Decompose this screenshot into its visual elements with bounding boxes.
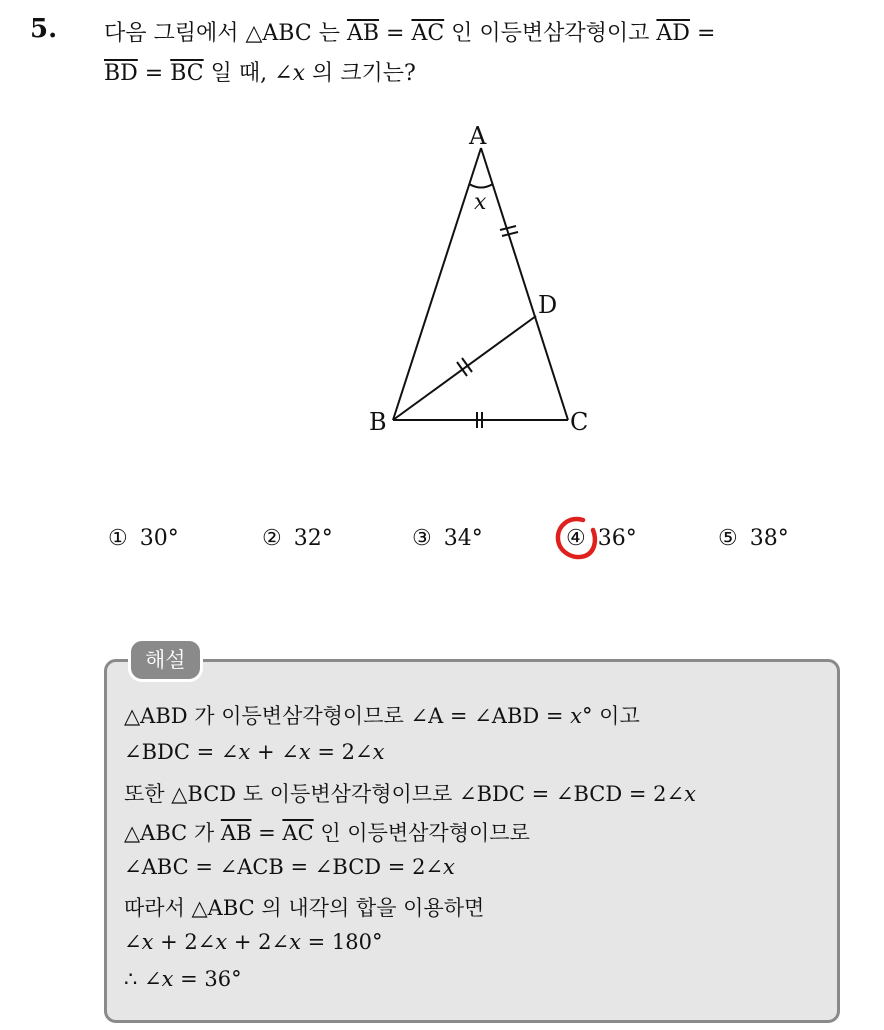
question-text: 일 때, ∠ (203, 61, 293, 86)
choice-value: 32° (293, 526, 333, 551)
equals-sign: = (689, 21, 716, 46)
vertex-label-a: A (469, 122, 487, 150)
question-text: 의 크기는? (305, 61, 416, 86)
side-ab (393, 148, 481, 420)
segment-bd-line (393, 316, 536, 420)
solution-line-2: ∠BDC = ∠x + ∠x = 2∠x (124, 740, 385, 764)
choice-number: ③ (412, 526, 432, 551)
vertex-label-d: D (538, 291, 558, 319)
variable-x: x (292, 61, 305, 86)
solution-line-7: ∠x + 2∠x + 2∠x = 180° (124, 930, 383, 954)
red-circle-icon (558, 519, 595, 557)
segment-bc: $\overline{BC}$ (170, 61, 204, 86)
solution-line-1: △ABD 가 이등변삼각형이므로 ∠A = ∠ABD = x° 이고 (124, 704, 640, 728)
solution-line-8: ∴ ∠x = 36° (124, 967, 242, 991)
choice-5[interactable] (718, 526, 789, 551)
question-text: 다음 그림에서 △ABC 는 (104, 21, 347, 46)
choice-number: ⑤ (718, 526, 738, 551)
choice-value: 38° (749, 526, 789, 551)
choice-number: ① (108, 526, 128, 551)
solution-line-4: △ABC 가 $\overline{AB} = \overline{AC}$ 인 이등변삼각형이므로 (124, 821, 530, 845)
angle-arc-x (469, 184, 492, 187)
choice-3[interactable] (412, 526, 483, 551)
answer-choices (0, 526, 884, 556)
solution-tag: 해설 (128, 638, 203, 682)
choice-1[interactable] (108, 526, 179, 551)
choice-value: 36° (597, 526, 637, 551)
side-ac (481, 148, 568, 420)
answer-circle-mark (553, 514, 599, 562)
equals-sign: = (379, 21, 412, 46)
choice-number: ② (262, 526, 282, 551)
solution-line-6: 따라서 △ABC 의 내각의 합을 이용하면 (124, 896, 485, 920)
triangle-figure (0, 0, 884, 500)
choice-2[interactable] (262, 526, 333, 551)
segment-bd: $\overline{BD}$ (104, 61, 138, 86)
choice-value: 34° (443, 526, 483, 551)
choice-number: ④ (566, 526, 586, 551)
angle-label-x: x (474, 190, 487, 215)
choice-value: 30° (139, 526, 179, 551)
question-text: 인 이등변삼각형이고 (444, 21, 657, 46)
solution-line-5: ∠ABC = ∠ACB = ∠BCD = 2∠x (124, 855, 455, 879)
solution-line-3: 또한 △BCD 도 이등변삼각형이므로 ∠BDC = ∠BCD = 2∠x (124, 782, 696, 806)
vertex-label-c: C (570, 408, 589, 436)
segment-ad: $\overline{AD}$ (656, 21, 690, 46)
vertex-label-b: B (369, 408, 387, 436)
equals-sign: = (137, 61, 171, 86)
question-number: 5. (30, 14, 58, 44)
segment-ab: $\overline{AB}$ (346, 21, 380, 46)
segment-ac: $\overline{AC}$ (411, 21, 445, 46)
